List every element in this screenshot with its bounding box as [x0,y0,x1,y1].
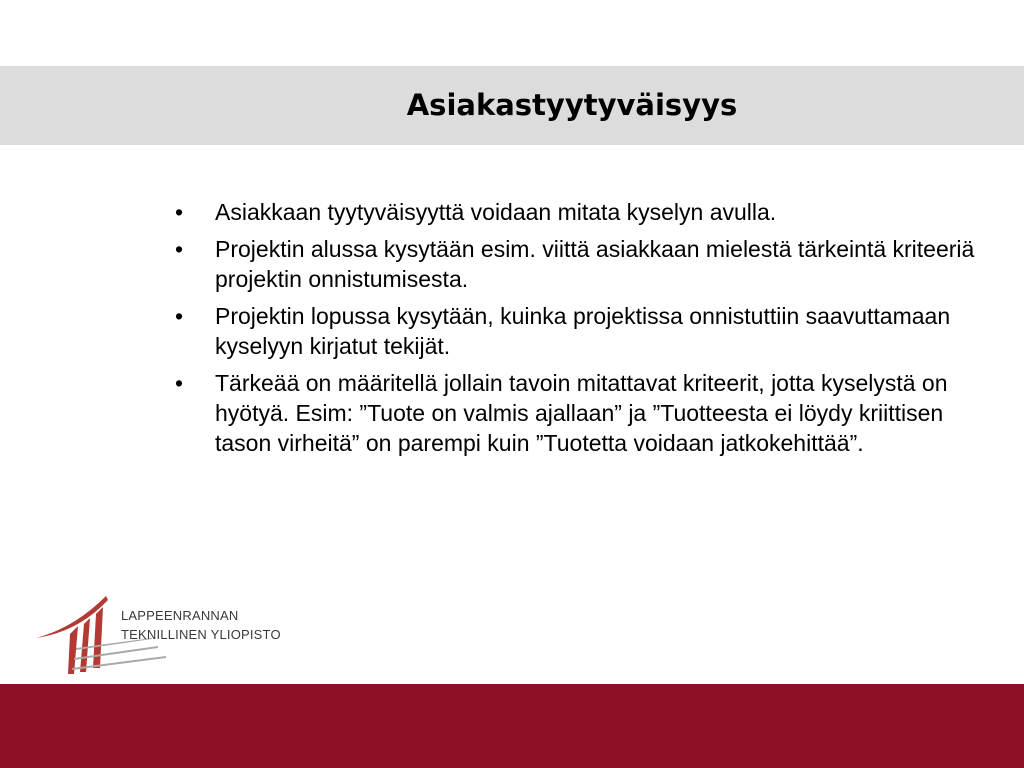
slide-title: Asiakastyytyväisyys [406,88,738,122]
bullet-item-1 [175,197,975,227]
logo-bar-2 [80,618,90,672]
logo-bar-1 [68,626,78,674]
bullet-dot-icon: • [175,370,184,396]
bullet-item-3 [175,301,975,361]
bullet-item-4 [175,368,975,458]
logo-bar-3 [93,607,103,668]
bullet-text-1: Asiakkaan tyytyväisyyttä voidaan mitata kyselyn avulla. [215,199,777,225]
bullet-item-2 [175,234,975,294]
bullet-text-3: Projektin lopussa kysytään, kuinka projektissa onnistuttiin saavuttamaan kyselyyn kirjatut tekijät. [215,303,951,359]
bullet-dot-icon: • [175,199,184,225]
bullet-text-4: Tärkeää on määritellä jollain tavoin mitattavat kriteerit, jotta kyselystä on hyötyä. Esim: ”Tuote on valmis ajallaan” ja ”Tuotteesta ei löydy kriittisen tason virheitä” on parempi kuin ”Tuotetta voidaan jatkokehittää”. [215,370,948,456]
title-band [0,66,1024,145]
bullet-text-2: Projektin alussa kysytään esim. viittä asiakkaan mielestä tärkeintä kriteeriä projektin onnistumisesta. [215,236,975,292]
footer-band [0,684,1024,768]
university-name-line-1: LAPPEENRANNAN [121,608,239,623]
bullet-list [175,197,975,465]
bullet-dot-icon: • [175,236,184,262]
university-name [121,606,281,644]
bullet-dot-icon: • [175,303,184,329]
university-name-line-2: TEKNILLINEN YLIOPISTO [121,627,281,642]
